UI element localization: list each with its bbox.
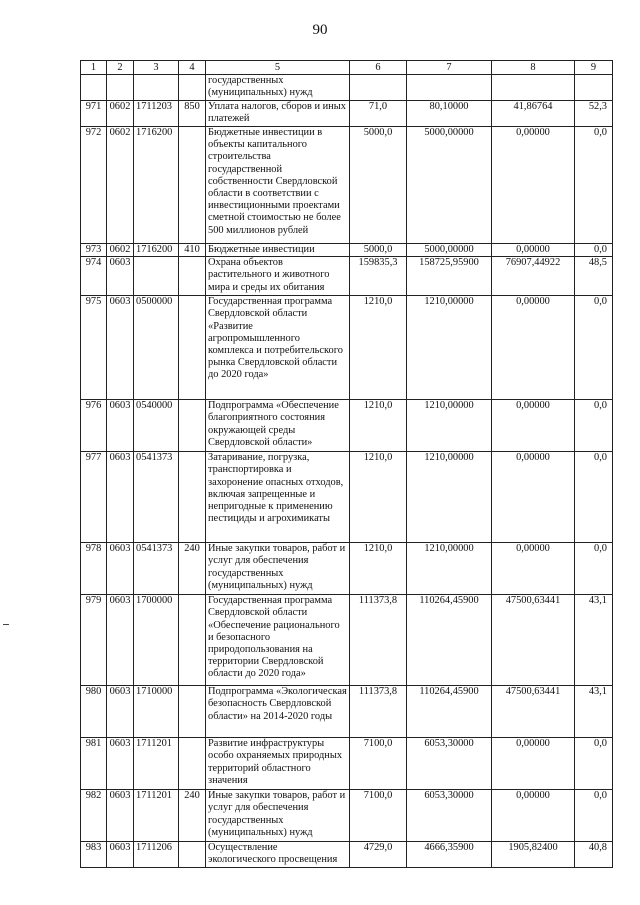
column-header-7: 7 bbox=[407, 61, 492, 75]
column-header-6: 6 bbox=[350, 61, 407, 75]
percent-executed: 48,5 bbox=[575, 257, 613, 296]
approved-value: 1210,0 bbox=[350, 452, 407, 543]
row-number: 974 bbox=[81, 257, 107, 296]
expense-type-code bbox=[179, 400, 206, 452]
column-header-2: 2 bbox=[107, 61, 134, 75]
item-name: Государственная программа Свердловской области «Развитие агропромышленного комплекса и потребительского рынка Свердловской области до 2020 года» bbox=[206, 296, 350, 400]
item-name: Развитие инфраструктуры особо охраняемых природных территорий областного значения bbox=[206, 738, 350, 790]
approved-value: 4729,0 bbox=[350, 842, 407, 868]
expense-type-code bbox=[179, 127, 206, 244]
expense-type-code: 850 bbox=[179, 101, 206, 127]
table-row bbox=[81, 101, 613, 127]
column-header-8: 8 bbox=[492, 61, 575, 75]
table-row bbox=[81, 842, 613, 868]
executed-value: 0,00000 bbox=[492, 296, 575, 400]
table-row bbox=[81, 244, 613, 257]
approved-value: 1210,0 bbox=[350, 296, 407, 400]
approved-value: 111373,8 bbox=[350, 686, 407, 738]
expense-type-code bbox=[179, 738, 206, 790]
expense-type-code bbox=[179, 686, 206, 738]
specified-value: 6053,30000 bbox=[407, 738, 492, 790]
section-code: 0602 bbox=[107, 127, 134, 244]
table-row bbox=[81, 790, 613, 842]
executed-value: 47500,63441 bbox=[492, 686, 575, 738]
item-name: государственных (муниципальных) нужд bbox=[206, 75, 350, 101]
executed-value: 47500,63441 bbox=[492, 595, 575, 686]
target-article-code: 0541373 bbox=[134, 543, 179, 595]
expense-type-code bbox=[179, 296, 206, 400]
percent-executed: 0,0 bbox=[575, 400, 613, 452]
section-code bbox=[107, 75, 134, 101]
specified-value: 80,10000 bbox=[407, 101, 492, 127]
specified-value: 158725,95900 bbox=[407, 257, 492, 296]
row-number: 981 bbox=[81, 738, 107, 790]
percent-executed: 0,0 bbox=[575, 244, 613, 257]
column-header-1: 1 bbox=[81, 61, 107, 75]
target-article-code bbox=[134, 257, 179, 296]
executed-value: 41,86764 bbox=[492, 101, 575, 127]
specified-value: 1210,00000 bbox=[407, 400, 492, 452]
section-code: 0603 bbox=[107, 452, 134, 543]
item-name: Иные закупки товаров, работ и услуг для обеспечения государственных (муниципальных) нужд bbox=[206, 543, 350, 595]
percent-executed bbox=[575, 75, 613, 101]
row-number: 975 bbox=[81, 296, 107, 400]
approved-value: 5000,0 bbox=[350, 127, 407, 244]
target-article-code: 1711201 bbox=[134, 738, 179, 790]
item-name: Государственная программа Свердловской области «Обеспечение рационального и безопасного природопользования на территории Свердловской области до 2020 года» bbox=[206, 595, 350, 686]
target-article-code: 1711206 bbox=[134, 842, 179, 868]
row-number: 979 bbox=[81, 595, 107, 686]
section-code: 0602 bbox=[107, 244, 134, 257]
target-article-code: 1716200 bbox=[134, 127, 179, 244]
specified-value: 110264,45900 bbox=[407, 686, 492, 738]
target-article-code: 0540000 bbox=[134, 400, 179, 452]
item-name: Затаривание, погрузка, транспортировка и захоронение опасных отходов, включая запрещенные и непригодные к применению пестициды и агрохимикаты bbox=[206, 452, 350, 543]
item-name: Бюджетные инвестиции в объекты капитального строительства государственной собственности Свердловской области в соответствии с инвестиционными проектами сметной стоимостью не более 500 миллионов рублей bbox=[206, 127, 350, 244]
table-row bbox=[81, 257, 613, 296]
column-header-9: 9 bbox=[575, 61, 613, 75]
item-name: Уплата налогов, сборов и иных платежей bbox=[206, 101, 350, 127]
column-header-3: 3 bbox=[134, 61, 179, 75]
expense-type-code bbox=[179, 257, 206, 296]
expense-type-code bbox=[179, 452, 206, 543]
table-row bbox=[81, 452, 613, 543]
section-code: 0603 bbox=[107, 595, 134, 686]
item-name: Подпрограмма «Экологическая безопасность Свердловской области» на 2014-2020 годы bbox=[206, 686, 350, 738]
percent-executed: 43,1 bbox=[575, 595, 613, 686]
approved-value: 111373,8 bbox=[350, 595, 407, 686]
target-article-code: 1700000 bbox=[134, 595, 179, 686]
section-code: 0603 bbox=[107, 257, 134, 296]
expense-type-code bbox=[179, 75, 206, 101]
table-row bbox=[81, 296, 613, 400]
approved-value: 7100,0 bbox=[350, 790, 407, 842]
executed-value: 0,00000 bbox=[492, 543, 575, 595]
target-article-code bbox=[134, 75, 179, 101]
executed-value: 0,00000 bbox=[492, 244, 575, 257]
page-number: 90 bbox=[312, 22, 328, 38]
percent-executed: 0,0 bbox=[575, 127, 613, 244]
expense-type-code bbox=[179, 842, 206, 868]
executed-value: 0,00000 bbox=[492, 738, 575, 790]
percent-executed: 0,0 bbox=[575, 790, 613, 842]
percent-executed: 0,0 bbox=[575, 296, 613, 400]
row-number: 971 bbox=[81, 101, 107, 127]
specified-value: 5000,00000 bbox=[407, 127, 492, 244]
target-article-code: 1711201 bbox=[134, 790, 179, 842]
percent-executed: 40,8 bbox=[575, 842, 613, 868]
table-row bbox=[81, 595, 613, 686]
expense-type-code: 240 bbox=[179, 543, 206, 595]
approved-value: 5000,0 bbox=[350, 244, 407, 257]
specified-value: 5000,00000 bbox=[407, 244, 492, 257]
target-article-code: 1710000 bbox=[134, 686, 179, 738]
table-row bbox=[81, 686, 613, 738]
target-article-code: 1711203 bbox=[134, 101, 179, 127]
executed-value: 0,00000 bbox=[492, 400, 575, 452]
specified-value: 4666,35900 bbox=[407, 842, 492, 868]
row-number: 980 bbox=[81, 686, 107, 738]
specified-value: 110264,45900 bbox=[407, 595, 492, 686]
table-row bbox=[81, 127, 613, 244]
approved-value: 71,0 bbox=[350, 101, 407, 127]
expense-type-code: 240 bbox=[179, 790, 206, 842]
percent-executed: 0,0 bbox=[575, 543, 613, 595]
section-code: 0602 bbox=[107, 101, 134, 127]
table-row bbox=[81, 400, 613, 452]
target-article-code: 0541373 bbox=[134, 452, 179, 543]
table-body bbox=[81, 75, 613, 868]
specified-value: 1210,00000 bbox=[407, 296, 492, 400]
target-article-code: 1716200 bbox=[134, 244, 179, 257]
row-number: 983 bbox=[81, 842, 107, 868]
section-code: 0603 bbox=[107, 790, 134, 842]
approved-value: 1210,0 bbox=[350, 543, 407, 595]
target-article-code: 0500000 bbox=[134, 296, 179, 400]
item-name: Осуществление экологического просвещения bbox=[206, 842, 350, 868]
specified-value bbox=[407, 75, 492, 101]
section-code: 0603 bbox=[107, 296, 134, 400]
percent-executed: 52,3 bbox=[575, 101, 613, 127]
row-number: 982 bbox=[81, 790, 107, 842]
executed-value: 1905,82400 bbox=[492, 842, 575, 868]
approved-value: 1210,0 bbox=[350, 400, 407, 452]
section-code: 0603 bbox=[107, 686, 134, 738]
row-number bbox=[81, 75, 107, 101]
percent-executed: 0,0 bbox=[575, 738, 613, 790]
table-header-row bbox=[81, 61, 613, 75]
executed-value: 76907,44922 bbox=[492, 257, 575, 296]
percent-executed: 43,1 bbox=[575, 686, 613, 738]
table-row bbox=[81, 75, 613, 101]
expense-type-code: 410 bbox=[179, 244, 206, 257]
row-number: 976 bbox=[81, 400, 107, 452]
row-number: 972 bbox=[81, 127, 107, 244]
item-name: Охрана объектов растительного и животного мира и среды их обитания bbox=[206, 257, 350, 296]
item-name: Бюджетные инвестиции bbox=[206, 244, 350, 257]
item-name: Иные закупки товаров, работ и услуг для обеспечения государственных (муниципальных) нужд bbox=[206, 790, 350, 842]
row-number: 973 bbox=[81, 244, 107, 257]
section-code: 0603 bbox=[107, 543, 134, 595]
margin-mark bbox=[3, 624, 9, 625]
budget-table bbox=[80, 60, 613, 868]
percent-executed: 0,0 bbox=[575, 452, 613, 543]
section-code: 0603 bbox=[107, 400, 134, 452]
executed-value: 0,00000 bbox=[492, 790, 575, 842]
expense-type-code bbox=[179, 595, 206, 686]
row-number: 978 bbox=[81, 543, 107, 595]
approved-value: 7100,0 bbox=[350, 738, 407, 790]
specified-value: 6053,30000 bbox=[407, 790, 492, 842]
approved-value bbox=[350, 75, 407, 101]
budget-table-container bbox=[80, 60, 612, 868]
table-row bbox=[81, 738, 613, 790]
executed-value: 0,00000 bbox=[492, 452, 575, 543]
table-row bbox=[81, 543, 613, 595]
row-number: 977 bbox=[81, 452, 107, 543]
section-code: 0603 bbox=[107, 738, 134, 790]
executed-value bbox=[492, 75, 575, 101]
column-header-5: 5 bbox=[206, 61, 350, 75]
item-name: Подпрограмма «Обеспечение благоприятного состояния окружающей среды Свердловской области» bbox=[206, 400, 350, 452]
section-code: 0603 bbox=[107, 842, 134, 868]
column-header-4: 4 bbox=[179, 61, 206, 75]
approved-value: 159835,3 bbox=[350, 257, 407, 296]
executed-value: 0,00000 bbox=[492, 127, 575, 244]
specified-value: 1210,00000 bbox=[407, 543, 492, 595]
specified-value: 1210,00000 bbox=[407, 452, 492, 543]
